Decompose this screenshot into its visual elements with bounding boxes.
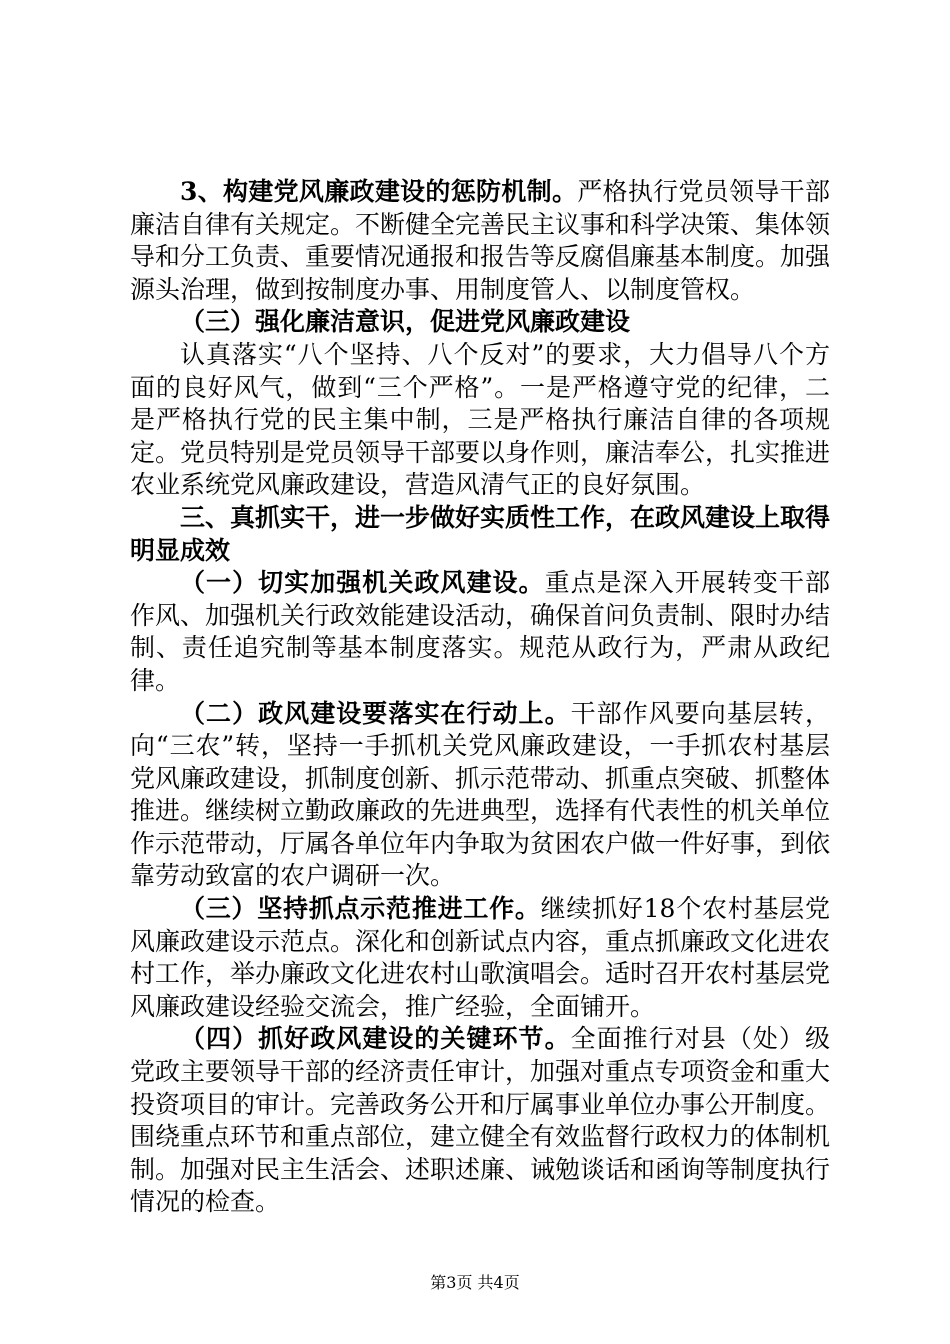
paragraph-lead: （一）切实加强机关政风建设。 bbox=[180, 568, 545, 598]
paragraph-demonstration bbox=[130, 893, 830, 1023]
paragraph-text: 严格执行党员领导干部廉洁自律有关规定。不断健全完善民主议事和科学决策、集体领导和分工负责、重要情况通报和报告等反腐倡廉基本制度。加强源头治理，做到按制度办事、用制度管人、以制度管权。 bbox=[130, 177, 831, 304]
paragraph-lead: （二）政风建设要落实在行动上。 bbox=[180, 698, 571, 728]
paragraph-lead: 3、构建党风廉政建设的惩防机制。 bbox=[180, 177, 578, 206]
paragraph-text: 干部作风要向基层转，向“三农”转，坚持一手抓机关党风廉政建设，一手抓农村基层党风廉政建设，抓制度创新、抓示范带动、抓重点突破、抓整体推进。继续树立勤政廉政的先进典型，选择有代表性的机关单位作示范带动，厅属各单位年内争取为贫困农户做一件好事，到依靠劳动致富的农户调研一次。 bbox=[130, 698, 831, 891]
section-heading-three: 三、真抓实干，进一步做好实质性工作，在政风建设上取得明显成效 bbox=[130, 502, 831, 565]
paragraph-text: 重点是深入开展转变干部作风、加强机关行政效能建设活动，确保首问负责制、限时办结制、责任追究制等基本制度落实。规范从政行为，严肃从政纪律。 bbox=[130, 568, 831, 695]
paragraph-action bbox=[130, 698, 830, 894]
paragraph-agency-style bbox=[130, 567, 830, 697]
section-heading-awareness: （三）强化廉洁意识，促进党风廉政建设 bbox=[180, 307, 631, 337]
document-body bbox=[130, 176, 830, 1219]
paragraph-lead: （四）抓好政风建设的关键环节。 bbox=[180, 1024, 571, 1054]
paragraph-text: 继续抓好18个农村基层党风廉政建设示范点。深化和创新试点内容，重点抓廉政文化进农村工作，举办廉政文化进农村山歌演唱会。适时召开农村基层党风廉政建设经验交流会，推广经验，全面铺开。 bbox=[130, 894, 831, 1021]
paragraph-lead: （三）坚持抓点示范推进工作。 bbox=[180, 894, 541, 924]
paragraph-awareness: 认真落实“八个坚持、八个反对”的要求，大力倡导八个方面的良好风气，做到“三个严格”。一是严格遵守党的纪律，二是严格执行党的民主集中制，三是严格执行廉洁自律的各项规定。党员特别是党员领导干部要以身作则，廉洁奉公，扎实推进农业系统党风廉政建设，营造风清气正的良好氛围。 bbox=[130, 339, 831, 500]
paragraph-key-links bbox=[130, 1023, 830, 1219]
paragraph-mechanism bbox=[130, 176, 830, 306]
page-number-footer: 第3页 共4页 bbox=[430, 1273, 520, 1292]
paragraph-text: 全面推行对县（处）级党政主要领导干部的经济责任审计，加强对重点专项资金和重大投资项目的审计。完善政务公开和厅属事业单位办事公开制度。围绕重点环节和重点部位，建立健全有效监督行政权力的体制机制。加强对民主生活会、述职述廉、诫勉谈话和函询等制度执行情况的检查。 bbox=[130, 1024, 831, 1217]
